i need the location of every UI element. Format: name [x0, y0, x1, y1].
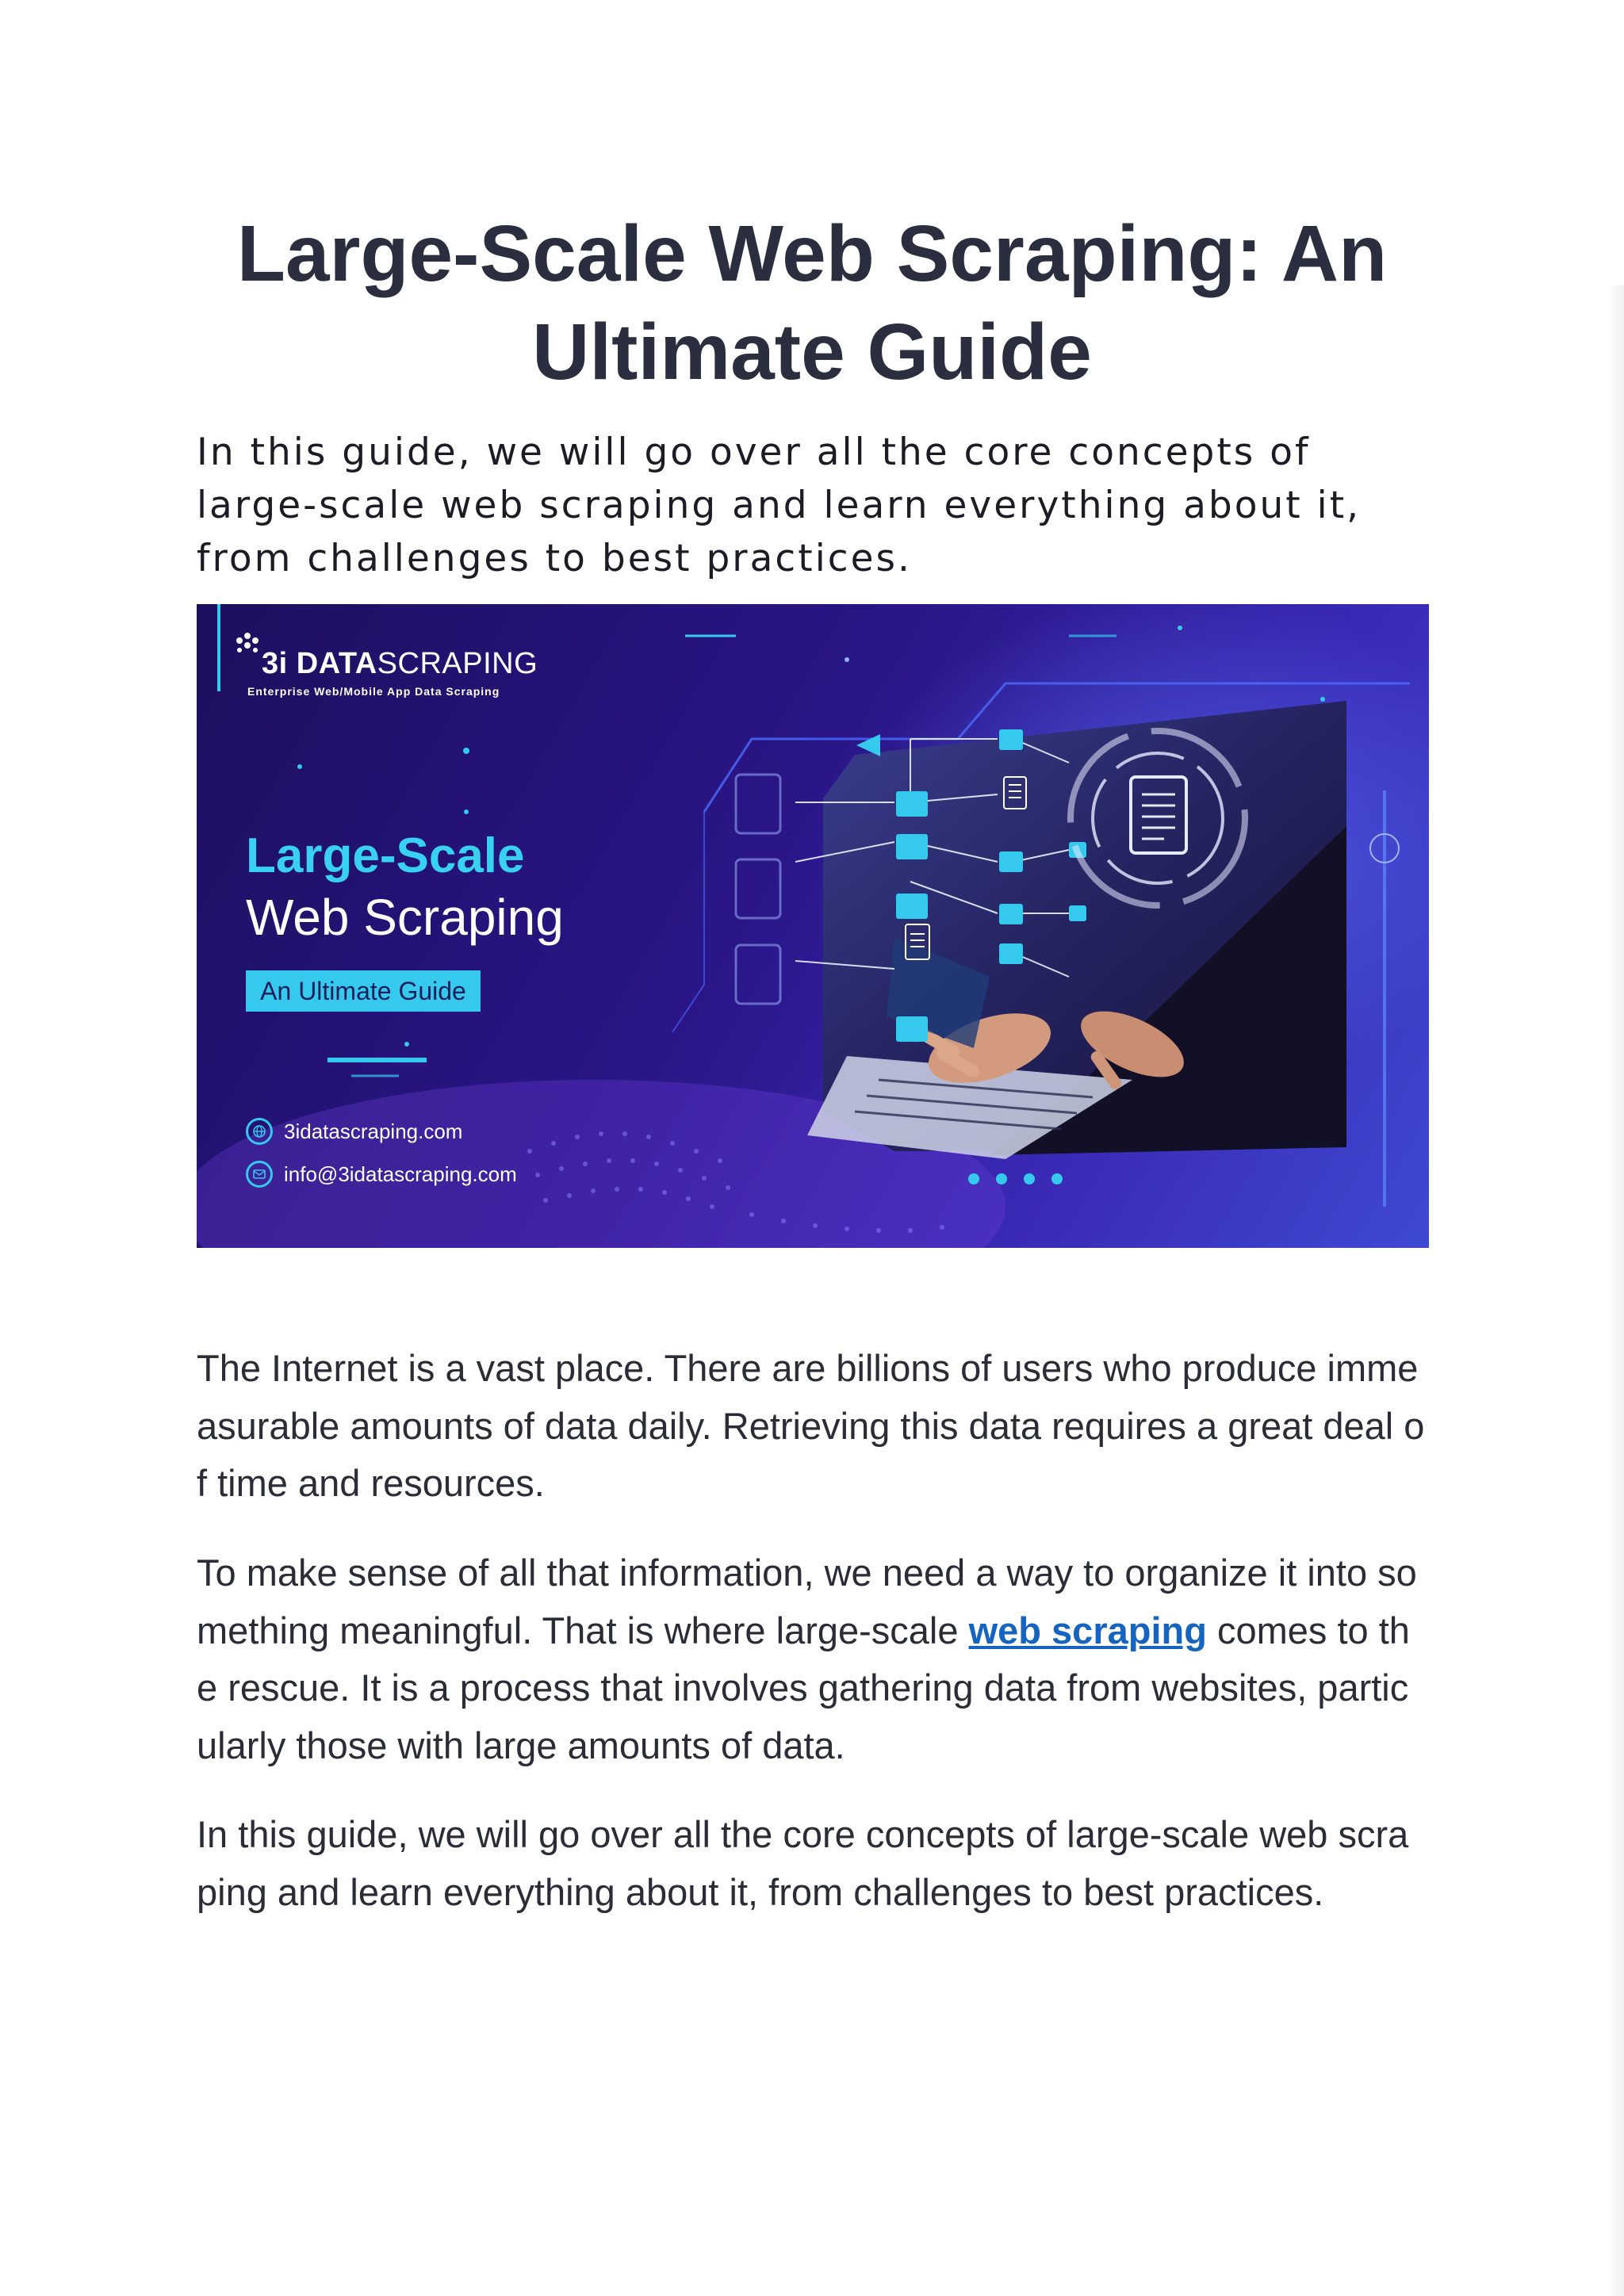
body-paragraph-1: The Internet is a vast place. There are billions of users who produce immeasurable amounts of data daily. Retrieving this data requires a great deal of time and resources. [197, 1347, 1425, 1504]
body-paragraph-2 [197, 1544, 1429, 1774]
logo-text-light: SCRAPING [377, 647, 538, 680]
banner-heading-line2: Web Scraping [246, 889, 564, 946]
website-text: 3idatascraping.com [284, 1119, 463, 1143]
article-title: Large-Scale Web Scraping: An Ultimate Guide [236, 209, 1388, 396]
brand-logo-text [262, 647, 538, 681]
banner-tag: An Ultimate Guide [246, 970, 481, 1012]
banner-heading-line1: Large-Scale [246, 828, 525, 883]
email-text: info@3idatascraping.com [284, 1162, 517, 1186]
page-edge-shadow [1607, 285, 1624, 2296]
body-paragraph-3: In this guide, we will go over all the core concepts of large-scale web scraping and learn everything about it, from challenges to best practices. [197, 1813, 1409, 1913]
article-subtitle: In this guide, we will go over all the core concepts of large-scale web scraping and learn everything about it, from challenges to best practices. [197, 430, 1362, 580]
paragraph-2-text-end: comes to the rescue. It is a process that involves gathering data from websites, particularly those with large amounts of data. [197, 1609, 1410, 1766]
hero-banner-image [197, 604, 1429, 1248]
mail-icon [246, 1161, 273, 1188]
logo-text-bold: 3i DATA [262, 647, 377, 680]
paragraph-2-text-start: To make sense of all that information, we need a way to organize it into something meaningful. That is where large-scale [197, 1552, 1417, 1651]
brand-tagline: Enterprise Web/Mobile App Data Scraping [247, 685, 500, 698]
globe-icon [246, 1118, 273, 1145]
web-scraping-link[interactable]: web scraping [968, 1609, 1207, 1651]
